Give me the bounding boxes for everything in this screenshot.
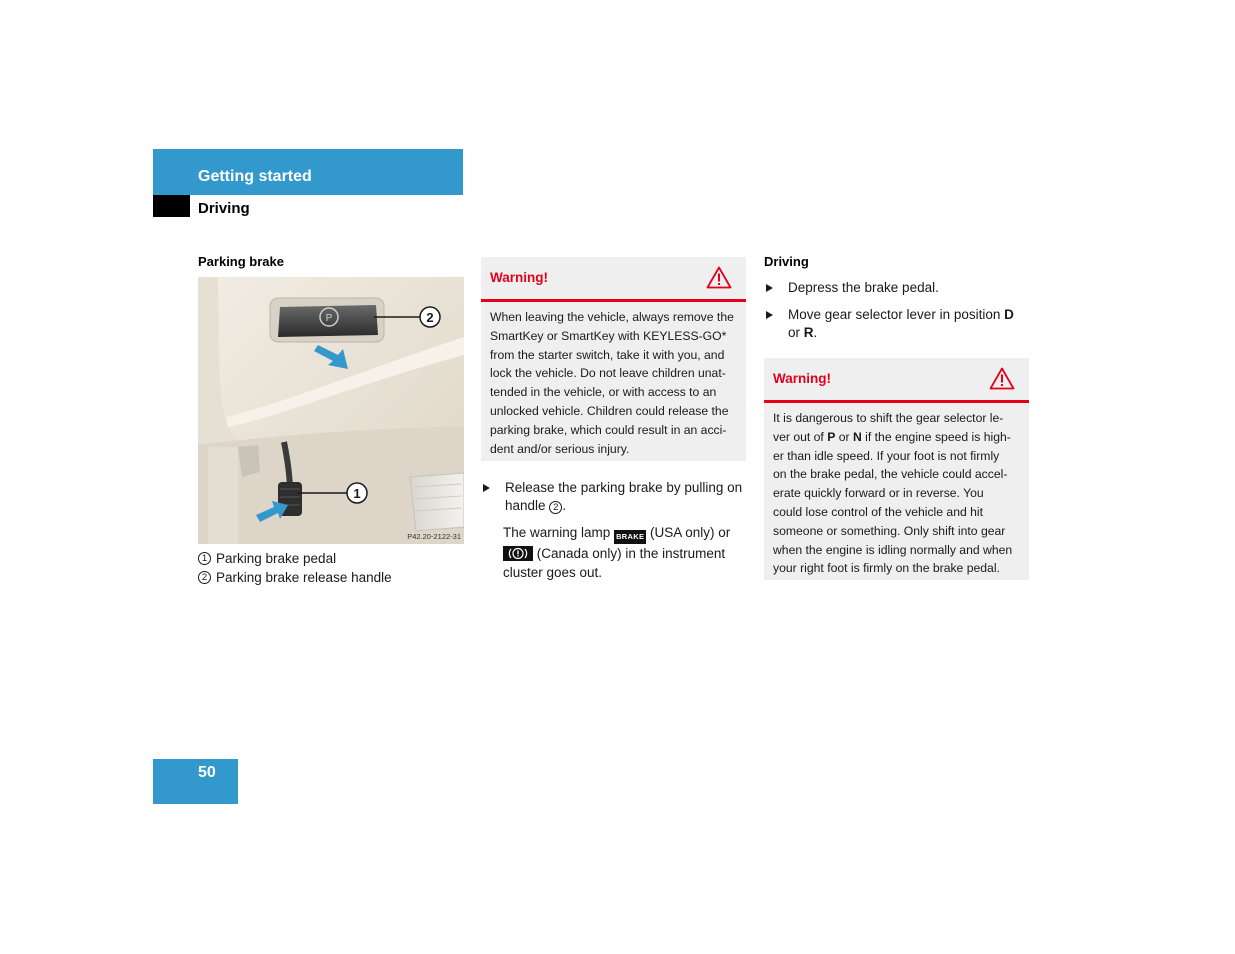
release-step (483, 479, 748, 582)
legend-item (198, 549, 392, 568)
parking-brake-heading: Parking brake (198, 254, 284, 269)
driving-steps (766, 279, 1031, 342)
step-text: Release the parking brake by pulling on (505, 480, 743, 495)
callout-2-label: 2 (426, 310, 434, 325)
gear-position-d: D (1004, 307, 1014, 322)
figure-code: P42.20-2122-31 (407, 532, 461, 541)
page-number-box (153, 759, 238, 804)
subsection-marker (153, 195, 190, 217)
warning-box-gear-shift (764, 358, 1029, 580)
warning-line: It is dangerous to shift the gear selector le- (773, 411, 1004, 425)
handle-number: 2 (549, 501, 562, 514)
note-text: The warning lamp (503, 525, 611, 540)
step-text-part: . (562, 498, 567, 513)
legend-item (198, 568, 392, 587)
warning-line: SmartKey or SmartKey with KEYLESS-GO* (490, 328, 727, 343)
warning-line: someone or something. Only shift into gear (773, 523, 1006, 538)
warning-line: on the brake pedal, the vehicle could accel- (773, 467, 1008, 482)
step-text-part: or (788, 325, 801, 340)
brake-lamp-icon: BRAKE (614, 530, 646, 544)
warning-line: from the starter switch, take it with you, and (490, 347, 725, 362)
gear-position-r: R (803, 325, 814, 340)
warning-text (481, 302, 746, 464)
gear-position-n: N (852, 429, 862, 444)
page-number: 50 (198, 764, 216, 781)
warning-text (764, 403, 1029, 584)
warning-line: unlocked vehicle. Children could release the (490, 403, 729, 418)
warning-header (481, 257, 746, 302)
warning-line: er than idle speed. If your foot is not firmly (773, 448, 1000, 463)
step-item (483, 479, 748, 515)
note-text: cluster goes out. (503, 564, 603, 580)
driving-heading: Driving (764, 254, 809, 269)
warning-header (764, 358, 1029, 403)
figure-legend (198, 549, 392, 587)
warning-box-child-safety (481, 257, 746, 461)
legend-number: 1 (198, 552, 211, 565)
parking-brake-figure (198, 277, 464, 544)
warning-text-part: or (838, 429, 850, 444)
warning-line: could lose control of the vehicle and hit (773, 504, 984, 519)
subsection-title: Driving (198, 200, 250, 217)
warning-text-part: if the engine speed is high- (865, 429, 1011, 444)
step-text: Depress the brake pedal. (788, 280, 939, 295)
step-text-part: . (813, 325, 818, 340)
warning-line: your right foot is firmly on the brake pedal. (773, 561, 1000, 576)
legend-number: 2 (198, 571, 211, 584)
legend-text: Parking brake release handle (216, 570, 392, 585)
warning-line: tended in the vehicle, or with access to an (490, 385, 717, 400)
parking-brake-illustration (198, 277, 464, 544)
warning-label: Warning! (490, 270, 548, 285)
note-text: (Canada only) in the instrument (536, 545, 726, 561)
step-item (766, 279, 1031, 297)
step-text-part: handle (505, 498, 546, 513)
warning-line: lock the vehicle. Do not leave children unat- (490, 366, 726, 381)
warning-line: When leaving the vehicle, always remove the (490, 310, 734, 324)
warning-lamp-note (503, 523, 748, 582)
warning-triangle-icon (989, 367, 1015, 390)
gear-position-p: P (827, 429, 836, 444)
warning-triangle-icon (706, 266, 732, 289)
parking-brake-lamp-icon (503, 546, 533, 561)
warning-text-part: ver out of (773, 429, 824, 444)
warning-label: Warning! (773, 371, 831, 386)
bullet-triangle-icon (483, 484, 490, 492)
step-text-part: Move gear selector lever in position (788, 307, 1001, 322)
step-item (766, 306, 1031, 342)
warning-line: parking brake, which could result in an acci- (490, 422, 727, 437)
note-text: (USA only) or (650, 525, 731, 540)
bullet-triangle-icon (766, 284, 773, 292)
legend-text: Parking brake pedal (216, 551, 337, 566)
warning-line: erate quickly forward or in reverse. You (773, 486, 984, 501)
warning-line (773, 428, 1020, 447)
step-text (505, 497, 742, 515)
svg-text:P: P (325, 313, 333, 324)
chapter-title: Getting started (198, 168, 312, 185)
bullet-triangle-icon (766, 311, 773, 319)
warning-line: dent and/or serious injury. (490, 441, 630, 456)
callout-1-label: 1 (353, 486, 361, 501)
warning-line: when the engine is idling normally and when (773, 542, 1013, 557)
